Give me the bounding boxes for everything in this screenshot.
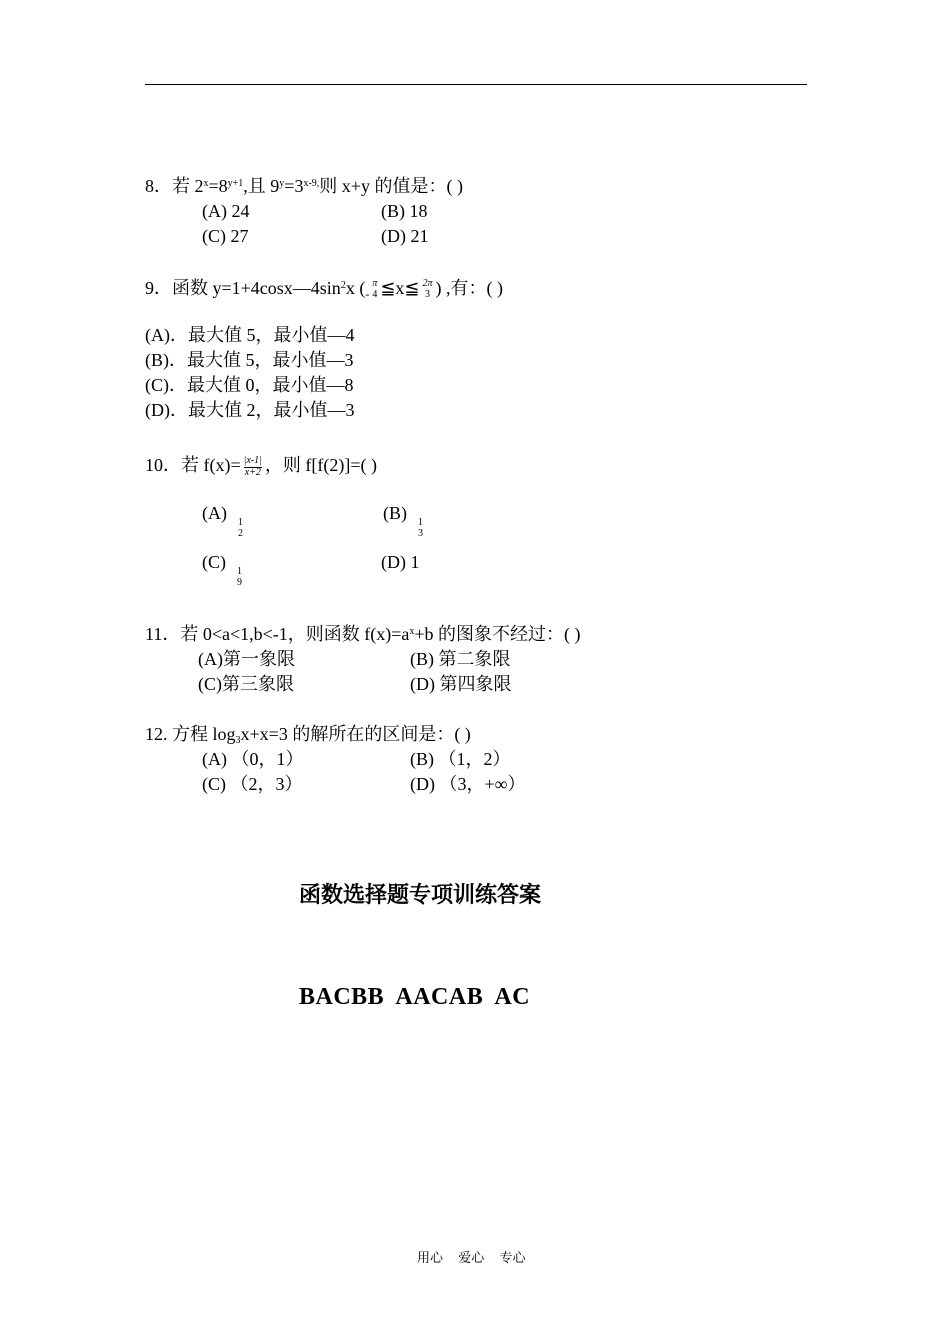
question-9-option-a: (A)．最大值 5，最小值—4 <box>145 325 355 345</box>
question-8-option-c: (C) 27 <box>202 226 249 246</box>
fraction-2pi-over-3: 2π 3 <box>422 278 433 300</box>
header-rule <box>145 84 807 85</box>
question-10-option-c: (C) 1 9 <box>202 552 242 588</box>
question-12-option-c: (C) （2，3） <box>202 774 303 794</box>
question-12-option-b: (B) （1，2） <box>410 749 511 769</box>
question-11-option-a: (A)第一象限 <box>198 649 295 669</box>
question-9-option-b: (B)．最大值 5，最小值—3 <box>145 350 354 370</box>
page-footer: 用心 爱心 专心 <box>417 1250 526 1265</box>
question-10-stem: 10．若 f(x)= $\frac{|x-1|}{x+2}$ ，则 f[f(2)]=( ) <box>145 455 378 478</box>
question-9-option-c: (C)．最大值 0，最小值—8 <box>145 375 354 395</box>
question-11-stem: 11．若 0<a<1,b<-1，则函数 $f(x)=a^x+b$ 的图象不经过：( ) <box>145 624 581 644</box>
fraction-abs-x-minus-1-over-x-plus-2: $\frac{|x-1|}{x+2}$ <box>243 455 262 478</box>
question-10-option-b: (B) 1 3 <box>383 503 423 539</box>
answer-section-title: 函数选择题专项训练答案 <box>299 883 542 908</box>
question-8-option-a: (A) 24 <box>202 201 250 221</box>
question-8-option-d: (D) 21 <box>381 226 429 246</box>
question-9-option-d: (D)．最大值 2，最小值—3 <box>145 400 355 420</box>
fraction-pi-over-4: π 4 <box>372 278 378 300</box>
question-8-option-b: (B) 18 <box>381 201 428 221</box>
question-12-option-a: (A) （0，1） <box>202 749 304 769</box>
question-9-stem: 9．函数 $y=1+4\cos x—4\sin^2x$ ($_-$ π 4 ≦x≦ 2π 3 ) ,有：( ) <box>145 278 503 301</box>
question-10-option-d: (D) 1 <box>381 552 420 572</box>
question-11-option-d: (D) 第四象限 <box>410 674 512 694</box>
question-8-stem: 8．若 $2^x=8^{y+1}$,且 $9^y=3^{x-9,}$则 x+y 的值是：( ) <box>145 176 463 196</box>
question-12-stem: 12. 方程 $\log_3x+x=3$ 的解所在的区间是：( ) <box>145 724 471 746</box>
answer-key: BACBB AACAB AC <box>299 984 531 1010</box>
question-12-option-d: (D) （3，+∞） <box>410 774 526 794</box>
question-10-option-a: (A) 1 2 <box>202 503 243 539</box>
question-11-option-c: (C)第三象限 <box>198 674 294 694</box>
question-11-option-b: (B) 第二象限 <box>410 649 511 669</box>
